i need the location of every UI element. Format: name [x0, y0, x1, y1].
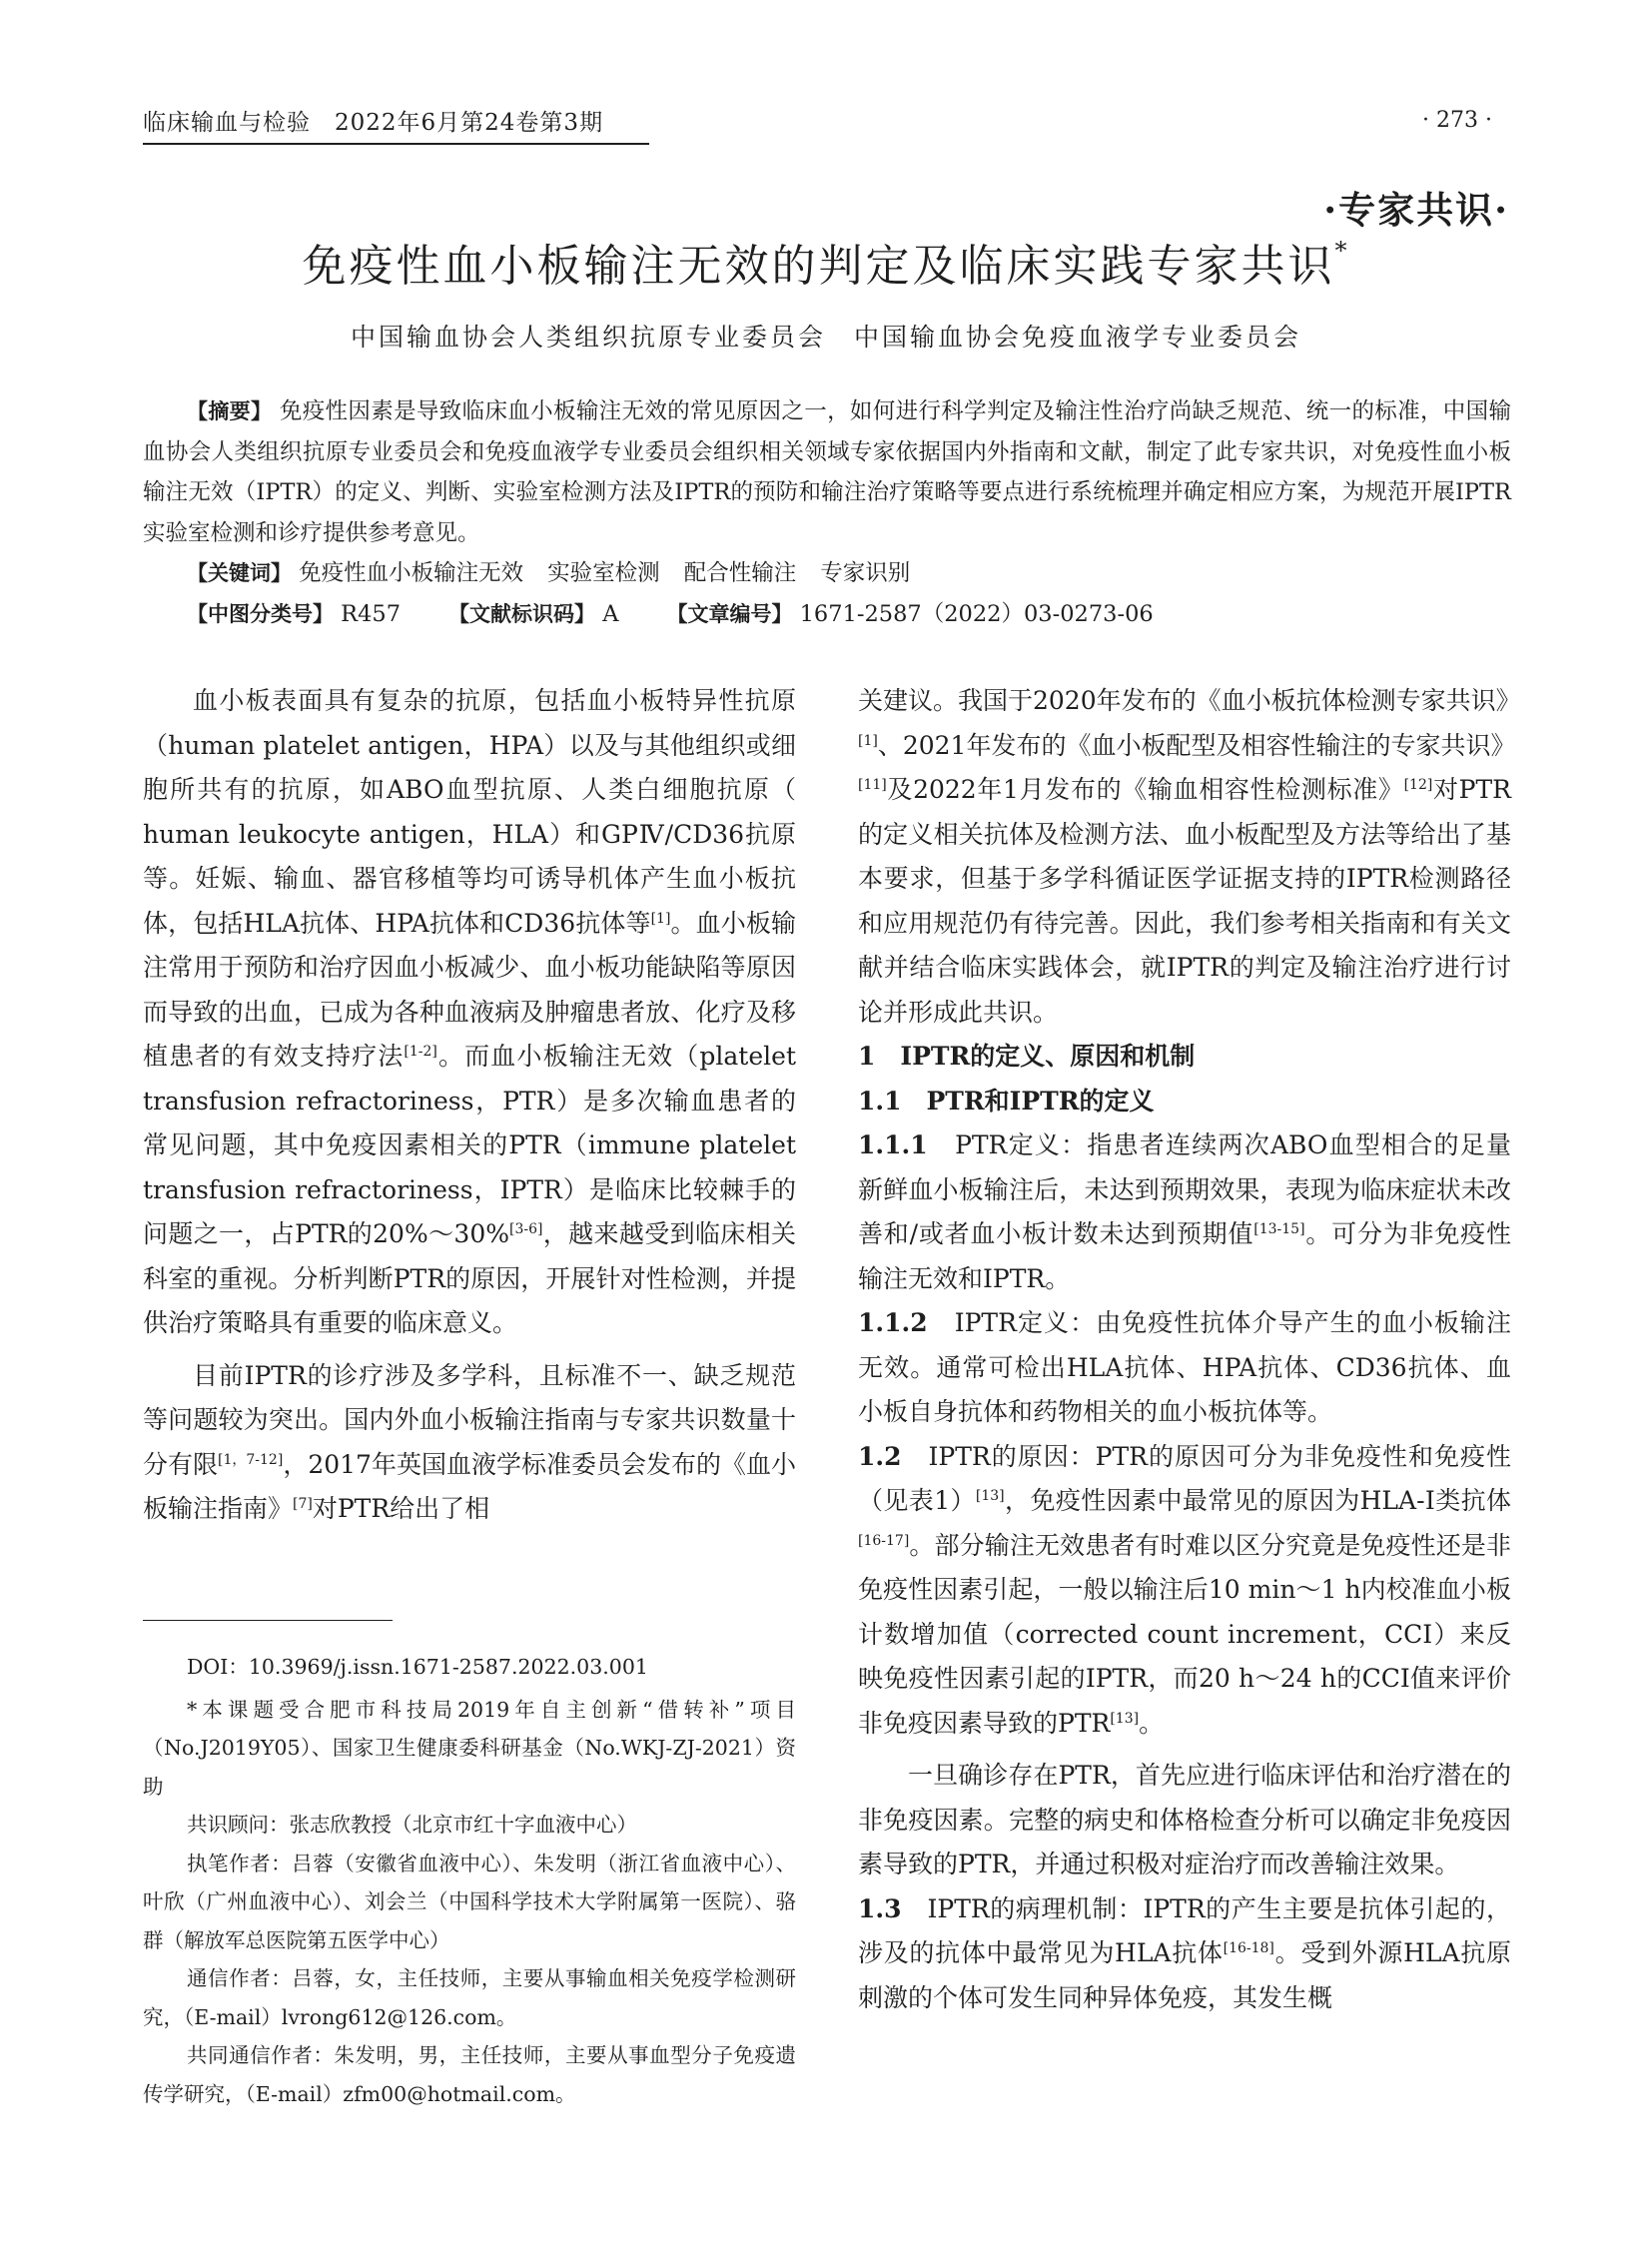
writers-footnote: 执笔作者：吕蓉（安徽省血液中心）、朱发明（浙江省血液中心）、叶欣（广州血液中心）、刘会兰（中国科学技术大学附属第一医院）、骆群（解放军总医院第五医学中心） — [143, 1851, 796, 1952]
article-no-label: 【文章编号】 — [666, 601, 793, 626]
subsection-number: 1.2 — [858, 1441, 902, 1471]
citation[interactable]: [12] — [1403, 777, 1433, 793]
title-footnote-mark: * — [1334, 237, 1350, 266]
body-paragraph: 1.2 IPTR的原因：PTR的原因可分为非免疫性和免疫性（见表1）[13]，免疫性因素中最常见的原因为HLA-Ⅰ类抗体[16-17]。部分输注无效患者有时难以区分究竟是免疫性还是非免疫性因素引起，一般以输注后10 min～1 h内校准血小板计数增加值（corrected count increment，CCI）来反映免疫性因素引起的IPTR，而20 h～24 h的CCI值来评价非免疫因素导致的PTR[13]。 — [858, 1441, 1511, 1738]
doc-code-value: A — [602, 600, 619, 627]
citation[interactable]: [7] — [293, 1496, 313, 1512]
co-corresponding-footnote: 共同通信作者：朱发明，男，主任技师，主要从事血型分子免疫遗传学研究，（E-mail）zfm00@hotmail.com。 — [143, 2043, 796, 2106]
clc-value: R457 — [341, 600, 402, 627]
abstract-paragraph — [143, 391, 1511, 553]
author-line: 中国输血协会人类组织抗原专业委员会 中国输血协会免疫血液学专业委员会 — [350, 323, 1301, 352]
article-title — [0, 230, 1652, 294]
citation[interactable]: [13-15] — [1253, 1221, 1305, 1237]
citation[interactable]: [16-18] — [1223, 1940, 1274, 1956]
doi-footnote: DOI：10.3969/j.issn.1671-2587.2022.03.001 — [187, 1655, 648, 1679]
subsection-number: 1.1.1 — [858, 1130, 928, 1159]
citation[interactable]: [3-6] — [508, 1221, 543, 1237]
citation[interactable]: [1] — [858, 732, 878, 749]
corresponding-footnote: 通信作者：吕蓉，女，主任技师，主要从事输血相关免疫学检测研究，（E-mail）lvrong612@126.com。 — [143, 1966, 796, 2029]
citation[interactable]: [13] — [975, 1488, 1005, 1504]
body-paragraph: 血小板表面具有复杂的抗原，包括血小板特异性抗原（human platelet antigen，HPA）以及与其他组织或细胞所共有的抗原，如ABO血型抗原、人类白细胞抗原（ human leukocyte antigen，HLA）和GPⅣ/CD36抗原等。妊娠、输血、器官移植等均可诱导机体产生血小板抗体，包括HLA抗体、HPA抗体和CD36抗体等[1]。血小板输注常用于预防和治疗因血小板减少、血小板功能缺陷等原因而导致的出血，已成为各种血液病及肿瘤患者放、化疗及移植患者的有效支持疗法[1-2]。而血小板输注无效（platelet transfusion refractoriness，PTR）是多次输血患者的常见问题，其中免疫因素相关的PTR（immune platelet transfusion refractoriness，IPTR）是临床比较棘手的问题之一，占PTR的20%～30%[3-6]，越来越受到临床相关科室的重视。分析判断PTR的原因，开展针对性检测，并提供治疗策略具有重要的临床意义。 — [143, 686, 796, 1337]
abstract-label: 【摘要】 — [187, 399, 273, 423]
journal-info: 临床输血与检验 2022年6月第24卷第3期 — [143, 110, 604, 136]
title-text: 免疫性血小板输注无效的判定及临床实践专家共识 — [302, 241, 1335, 292]
running-head — [143, 104, 649, 145]
advisor-footnote: 共识顾问：张志欣教授（北京市红十字血液中心） — [187, 1813, 637, 1837]
keyword: 专家识别 — [820, 560, 911, 586]
body-paragraph: 1.1.1 PTR定义：指患者连续两次ABO血型相合的足量新鲜血小板输注后，未达到预期效果，表现为临床症状未改善和/或者血小板计数未达到预期值[13-15]。可分为非免疫性输注无效和IPTR。 — [858, 1130, 1511, 1293]
citation[interactable]: [1-2] — [404, 1044, 437, 1060]
left-column — [143, 679, 796, 1532]
clc-label: 【中图分类号】 — [187, 601, 334, 626]
column-tag: ·专家共识· — [1323, 188, 1509, 232]
doc-code-label: 【文献标识码】 — [448, 601, 596, 626]
abstract-block — [143, 391, 1511, 634]
subsection-heading: 1.1 PTR和IPTR的定义 — [858, 1086, 1155, 1116]
abstract-text: 免疫性因素是导致临床血小板输注无效的常见原因之一，如何进行科学判定及输注性治疗尚缺乏规范、统一的标准，中国输血协会人类组织抗原专业委员会和免疫血液学专业委员会组织相关领域专家依据国内外指南和文献，制定了此专家共识，对免疫性血小板输注无效（IPTR）的定义、判断、实验室检测方法及IPTR的预防和输注治疗策略等要点进行系统梳理并确定相应方案，为规范开展IPTR实验室检测和诊疗提供参考意见。 — [143, 398, 1511, 546]
citation[interactable]: [1] — [650, 910, 671, 927]
body-paragraph: 1.1.2 IPTR定义：由免疫性抗体介导产生的血小板输注无效。通常可检出HLA抗体、HPA抗体、CD36抗体、血小板自身抗体和药物相关的血小板抗体等。 — [858, 1308, 1511, 1426]
funding-footnote: *本课题受合肥市科技局2019年自主创新“借转补”项目（No.J2019Y05）、国家卫生健康委科研基金（No.WKJ-ZJ-2021）资助 — [143, 1697, 796, 1799]
keyword: 配合性输注 — [683, 560, 797, 586]
footnotes — [143, 1648, 796, 2113]
body-paragraph: 一旦确诊存在PTR，首先应进行临床评估和治疗潜在的非免疫因素。完整的病史和体格检查分析可以确定非免疫因素导致的PTR，并通过积极对症治疗而改善输注效果。 — [858, 1761, 1511, 1878]
keyword: 实验室检测 — [547, 560, 660, 586]
page-number: · 273 · — [1422, 108, 1492, 133]
keyword: 免疫性血小板输注无效 — [299, 560, 524, 586]
subsection-number: 1.1.2 — [858, 1308, 928, 1337]
keywords-label: 【关键词】 — [187, 561, 292, 585]
body-paragraph: 1.3 IPTR的病理机制：IPTR的产生主要是抗体引起的，涉及的抗体中最常见为HLA抗体[16-18]。受到外源HLA抗原刺激的个体可发生同种异体免疫，其发生概 — [858, 1893, 1511, 2012]
article-no-value: 1671-2587（2022）03-0273-06 — [799, 600, 1154, 627]
citation[interactable]: [13] — [1110, 1710, 1140, 1727]
footnote-divider — [143, 1620, 393, 1621]
subsection-number: 1.3 — [858, 1893, 902, 1923]
classification-line — [143, 594, 1511, 635]
citation[interactable]: [16-17] — [858, 1532, 910, 1549]
citation[interactable]: [11] — [858, 777, 887, 793]
section-heading: 1 IPTR的定义、原因和机制 — [858, 1042, 1196, 1071]
keywords-line — [143, 553, 1511, 594]
citation[interactable]: [1，7-12] — [218, 1451, 284, 1468]
right-column — [858, 679, 1521, 2020]
body-paragraph: 目前IPTR的诊疗涉及多学科，且标准不一、缺乏规范等问题较为突出。国内外血小板输注指南与专家共识数量十分有限[1，7-12]，2017年英国血液学标准委员会发布的《血小板输注指南》[7]对PTR给出了相 — [143, 1360, 796, 1523]
body-paragraph: 关建议。我国于2020年发布的《血小板抗体检测专家共识》[1]、2021年发布的《血小板配型及相容性输注的专家共识》[11]及2022年1月发布的《输血相容性检测标准》[12]对PTR的定义相关抗体及检测方法、血小板配型及方法等给出了基本要求，但基于多学科循证医学证据支持的IPTR检测路径和应用规范仍有待完善。因此，我们参考相关指南和有关文献并结合临床实践体会，就IPTR的判定及输注治疗进行讨论并形成此共识。 — [858, 686, 1521, 1027]
